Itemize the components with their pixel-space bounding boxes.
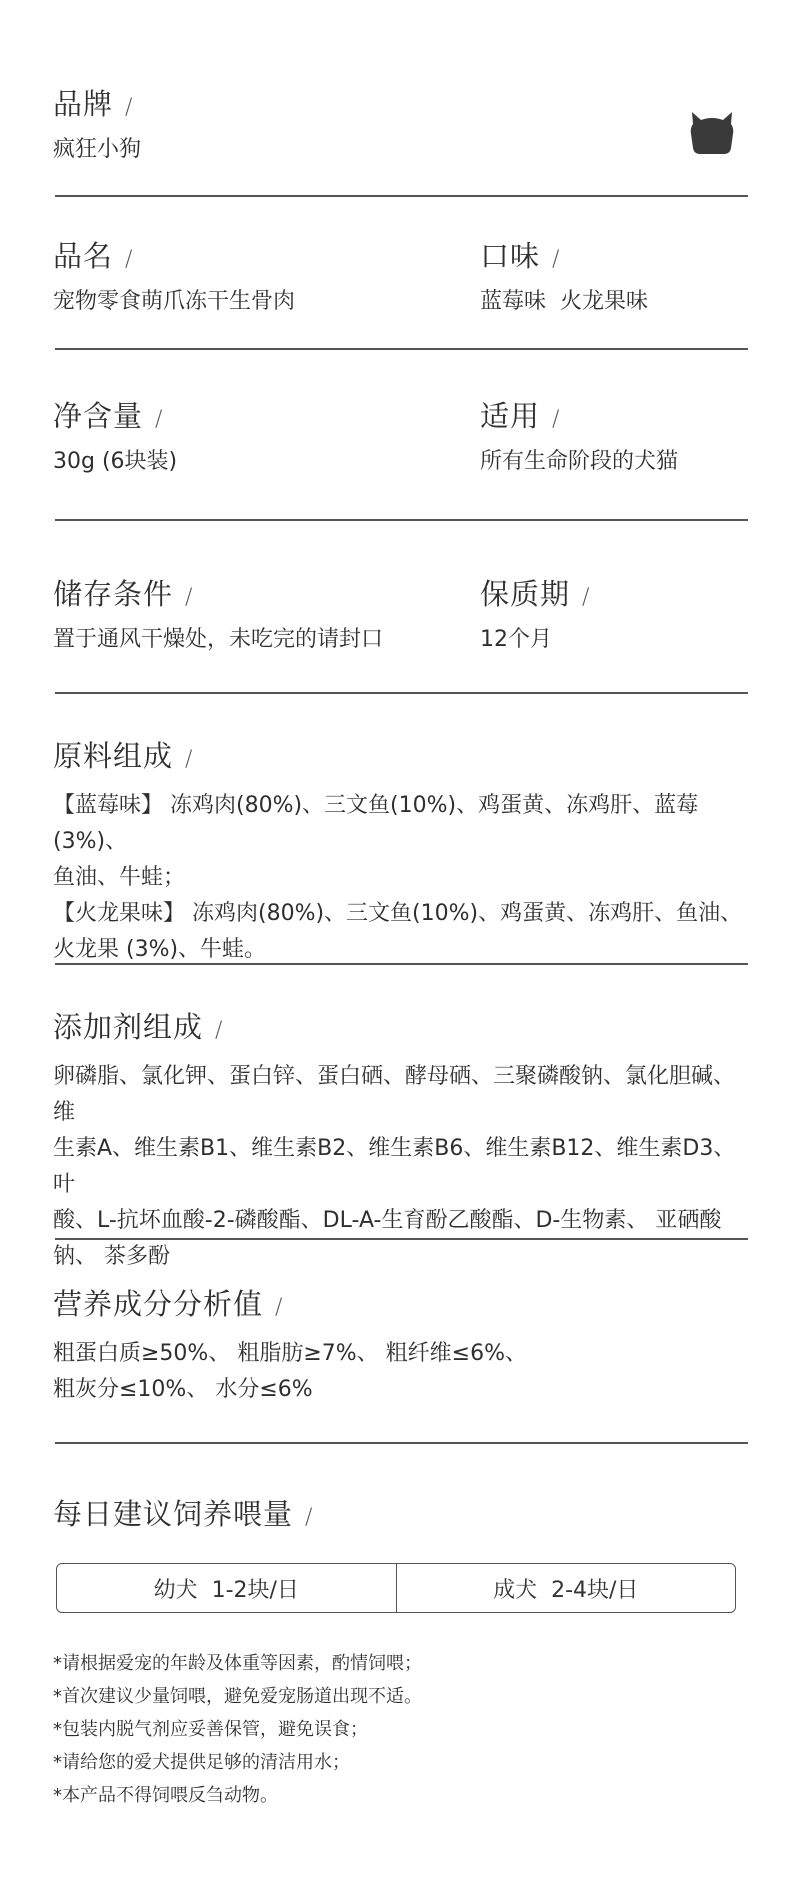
- product-name-value: 宠物零食萌爪冻干生骨肉: [53, 289, 296, 314]
- note-item: *本产品不得饲喂反刍动物。: [53, 1785, 278, 1806]
- note-item: *请给您的爱犬提供足够的清洁用水；: [53, 1752, 350, 1773]
- brand-section: [53, 84, 748, 166]
- divider: [55, 692, 748, 694]
- ingredients-title: 原料组成 /: [53, 739, 194, 773]
- additives-line: 钠、 茶多酚: [53, 1244, 170, 1269]
- feeding-section: [53, 1494, 748, 1538]
- additives-line: 卵磷脂、氯化钾、蛋白锌、蛋白硒、酵母硒、三聚磷酸钠、氯化胆碱、维: [53, 1064, 736, 1125]
- storage-section: [53, 574, 748, 656]
- nutrition-line: 粗灰分≤10%、 水分≤6%: [53, 1377, 313, 1402]
- suitable-title: 适用 /: [480, 399, 561, 433]
- divider: [55, 963, 748, 965]
- ingredients-line: 【火龙果味】 冻鸡肉(80%)、三文鱼(10%)、鸡蛋黄、冻鸡肝、鱼油、: [53, 901, 743, 926]
- notes-list: [53, 1647, 748, 1812]
- shelf-life-block: [480, 574, 590, 656]
- feeding-who: 成犬: [493, 1577, 538, 1603]
- shelf-life-title: 保质期 /: [480, 577, 591, 611]
- brand-title: 品牌 /: [53, 87, 134, 121]
- feeding-amount: 1-2块/日: [211, 1577, 299, 1603]
- flavor-value: 蓝莓味 火龙果味: [480, 289, 648, 314]
- note-item: *首次建议少量饲喂，避免爱宠肠道出现不适。: [53, 1686, 422, 1707]
- flavor-title: 口味 /: [480, 239, 561, 273]
- product-name-section: [53, 236, 748, 318]
- additives-line: 酸、L-抗坏血酸-2-磷酸酯、DL-A-生育酚乙酸酯、D-生物素、 亚硒酸: [53, 1208, 722, 1233]
- nutrition-section: [53, 1284, 748, 1408]
- flavor-block: [480, 236, 648, 318]
- storage-value: 置于通风干燥处，未吃完的请封口: [53, 627, 384, 652]
- additives-line: 生素A、维生素B1、维生素B2、维生素B6、维生素B12、维生素D3、叶: [53, 1136, 736, 1197]
- ingredients-text: [53, 788, 748, 968]
- dog-head-icon: [688, 108, 736, 156]
- net-content-section: [53, 396, 748, 478]
- divider: [55, 1238, 748, 1240]
- ingredients-line: 火龙果 (3%)、牛蛙。: [53, 937, 267, 962]
- ingredients-line: 【蓝莓味】 冻鸡肉(80%)、三文鱼(10%)、鸡蛋黄、冻鸡肝、蓝莓(3%)、: [53, 793, 699, 854]
- note-item: *请根据爱宠的年龄及体重等因素，酌情饲喂；: [53, 1653, 422, 1674]
- storage-title: 储存条件 /: [53, 577, 194, 611]
- additives-text: [53, 1059, 748, 1275]
- feeding-who: 幼犬: [153, 1577, 198, 1603]
- product-name-title: 品名 /: [53, 239, 134, 273]
- ingredients-section: [53, 736, 748, 968]
- suitable-block: [480, 396, 678, 478]
- divider: [55, 195, 748, 197]
- nutrition-text: [53, 1336, 748, 1408]
- brand-value: 疯狂小狗: [53, 137, 142, 162]
- feeding-amount: 2-4块/日: [551, 1577, 639, 1603]
- shelf-life-value: 12个月: [480, 627, 552, 652]
- ingredients-line: 鱼油、牛蛙；: [53, 865, 186, 890]
- suitable-value: 所有生命阶段的犬猫: [480, 449, 679, 474]
- divider: [55, 1442, 748, 1444]
- additives-title: 添加剂组成 /: [53, 1010, 224, 1044]
- feeding-title: 每日建议饲养喂量 /: [53, 1497, 314, 1531]
- feeding-table: [56, 1563, 736, 1613]
- divider: [55, 519, 748, 521]
- net-content-title: 净含量 /: [53, 399, 164, 433]
- additives-section: [53, 1007, 748, 1275]
- feeding-cell-puppy: [57, 1564, 396, 1612]
- nutrition-title: 营养成分分析值 /: [53, 1287, 284, 1321]
- net-content-value: 30g (6块装): [53, 449, 178, 474]
- note-item: *包装内脱气剂应妥善保管，避免误食；: [53, 1719, 368, 1740]
- feeding-cell-adult: [396, 1564, 736, 1612]
- nutrition-line: 粗蛋白质≥50%、 粗脂肪≥7%、 粗纤维≤6%、: [53, 1341, 527, 1366]
- divider: [55, 348, 748, 350]
